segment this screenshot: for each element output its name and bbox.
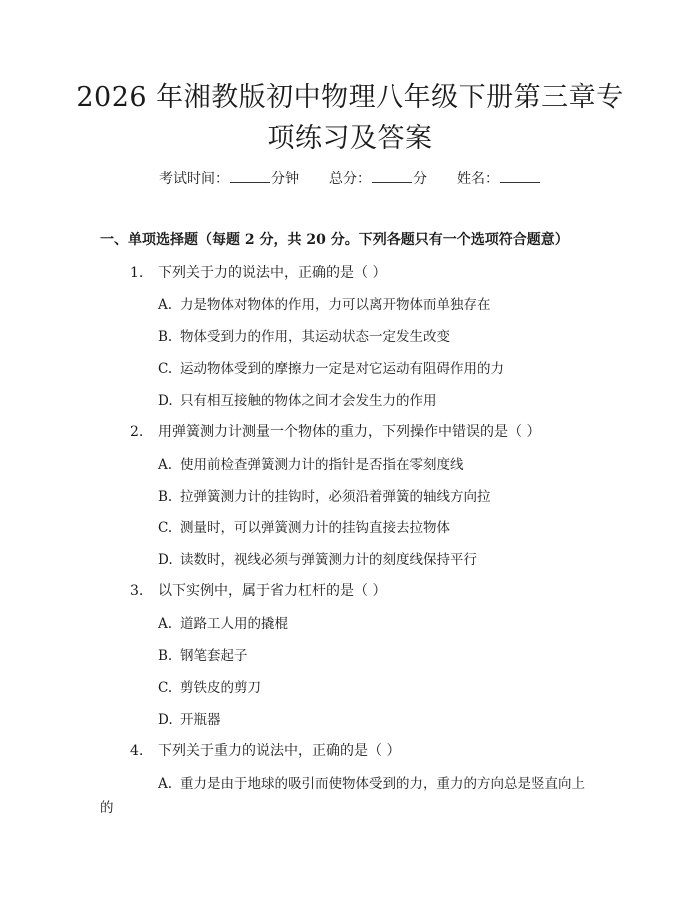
time-blank bbox=[230, 170, 270, 183]
option-label: D. bbox=[158, 393, 173, 409]
question-text: 用弹簧测力计测量一个物体的重力，下列操作中错误的是（ ） bbox=[158, 424, 541, 440]
question-text: 下列关于力的说法中，正确的是（ ） bbox=[158, 265, 387, 281]
question-number: 1. bbox=[130, 265, 144, 281]
option-text: 重力是由于地球的吸引而使物体受到的力，重力的方向总是竖直向上 bbox=[180, 776, 585, 792]
exam-info bbox=[0, 168, 700, 188]
option-3a bbox=[158, 612, 288, 632]
option-label: B. bbox=[158, 648, 173, 664]
option-text: 力是物体对物体的作用，力可以离开物体而单独存在 bbox=[180, 297, 491, 313]
option-4a bbox=[158, 772, 585, 792]
document-title-line1: 2026 年湘教版初中物理八年级下册第三章专 bbox=[76, 82, 624, 113]
option-3c bbox=[158, 676, 261, 696]
question-2 bbox=[130, 421, 540, 441]
option-label: C. bbox=[158, 680, 173, 696]
time-label: 考试时间： bbox=[159, 171, 229, 187]
option-text: 运动物体受到的摩擦力一定是对它运动有阻碍作用的力 bbox=[180, 361, 504, 377]
option-1d bbox=[158, 389, 437, 409]
option-1a bbox=[158, 293, 491, 313]
option-label: B. bbox=[158, 329, 173, 345]
question-number: 4. bbox=[130, 743, 144, 759]
option-text: 剪铁皮的剪刀 bbox=[180, 680, 261, 696]
option-text: 测量时，可以弹簧测力计的挂钩直接去拉物体 bbox=[180, 520, 450, 536]
time-unit: 分钟 bbox=[271, 171, 299, 187]
option-2a bbox=[158, 453, 464, 473]
question-text: 以下实例中，属于省力杠杆的是（ ） bbox=[158, 583, 387, 599]
question-number: 3. bbox=[130, 583, 144, 599]
option-2c bbox=[158, 516, 450, 536]
option-label: C. bbox=[158, 520, 173, 536]
option-label: A. bbox=[158, 457, 173, 473]
option-label: A. bbox=[158, 776, 173, 792]
score-label: 总分： bbox=[329, 171, 371, 187]
question-text: 下列关于重力的说法中，正确的是（ ） bbox=[158, 743, 401, 759]
option-text: 开瓶器 bbox=[180, 712, 221, 728]
document-title-line2: 项练习及答案 bbox=[267, 123, 433, 154]
name-label: 姓名： bbox=[457, 171, 499, 187]
score-blank bbox=[372, 170, 412, 183]
option-label: D. bbox=[158, 712, 173, 728]
option-3b bbox=[158, 644, 248, 664]
option-label: A. bbox=[158, 297, 173, 313]
name-blank bbox=[500, 170, 540, 183]
option-text: 钢笔套起子 bbox=[180, 648, 248, 664]
option-text: 道路工人用的撬棍 bbox=[180, 616, 288, 632]
option-2d bbox=[158, 548, 477, 568]
question-number: 2. bbox=[130, 424, 144, 440]
question-1 bbox=[130, 262, 386, 282]
option-label: A. bbox=[158, 616, 173, 632]
option-text: 使用前检查弹簧测力计的指针是否指在零刻度线 bbox=[180, 457, 464, 473]
question-4 bbox=[130, 740, 400, 760]
option-1c bbox=[158, 357, 504, 377]
option-text: 只有相互接触的物体之间才会发生力的作用 bbox=[180, 393, 437, 409]
option-3d bbox=[158, 708, 221, 728]
option-4a-continuation: 的 bbox=[100, 800, 114, 816]
option-1b bbox=[158, 325, 450, 345]
option-label: B. bbox=[158, 489, 173, 505]
option-text: 拉弹簧测力计的挂钩时，必须沿着弹簧的轴线方向拉 bbox=[180, 489, 491, 505]
option-text: 读数时，视线必须与弹簧测力计的刻度线保持平行 bbox=[180, 552, 477, 568]
score-unit: 分 bbox=[413, 171, 427, 187]
option-text: 物体受到力的作用，其运动状态一定发生改变 bbox=[180, 329, 450, 345]
option-label: D. bbox=[158, 552, 173, 568]
option-2b bbox=[158, 485, 491, 505]
question-3 bbox=[130, 580, 386, 600]
option-label: C. bbox=[158, 361, 173, 377]
section-heading: 一、单项选择题（每题 2 分，共 20 分。下列各题只有一个选项符合题意） bbox=[100, 232, 569, 248]
